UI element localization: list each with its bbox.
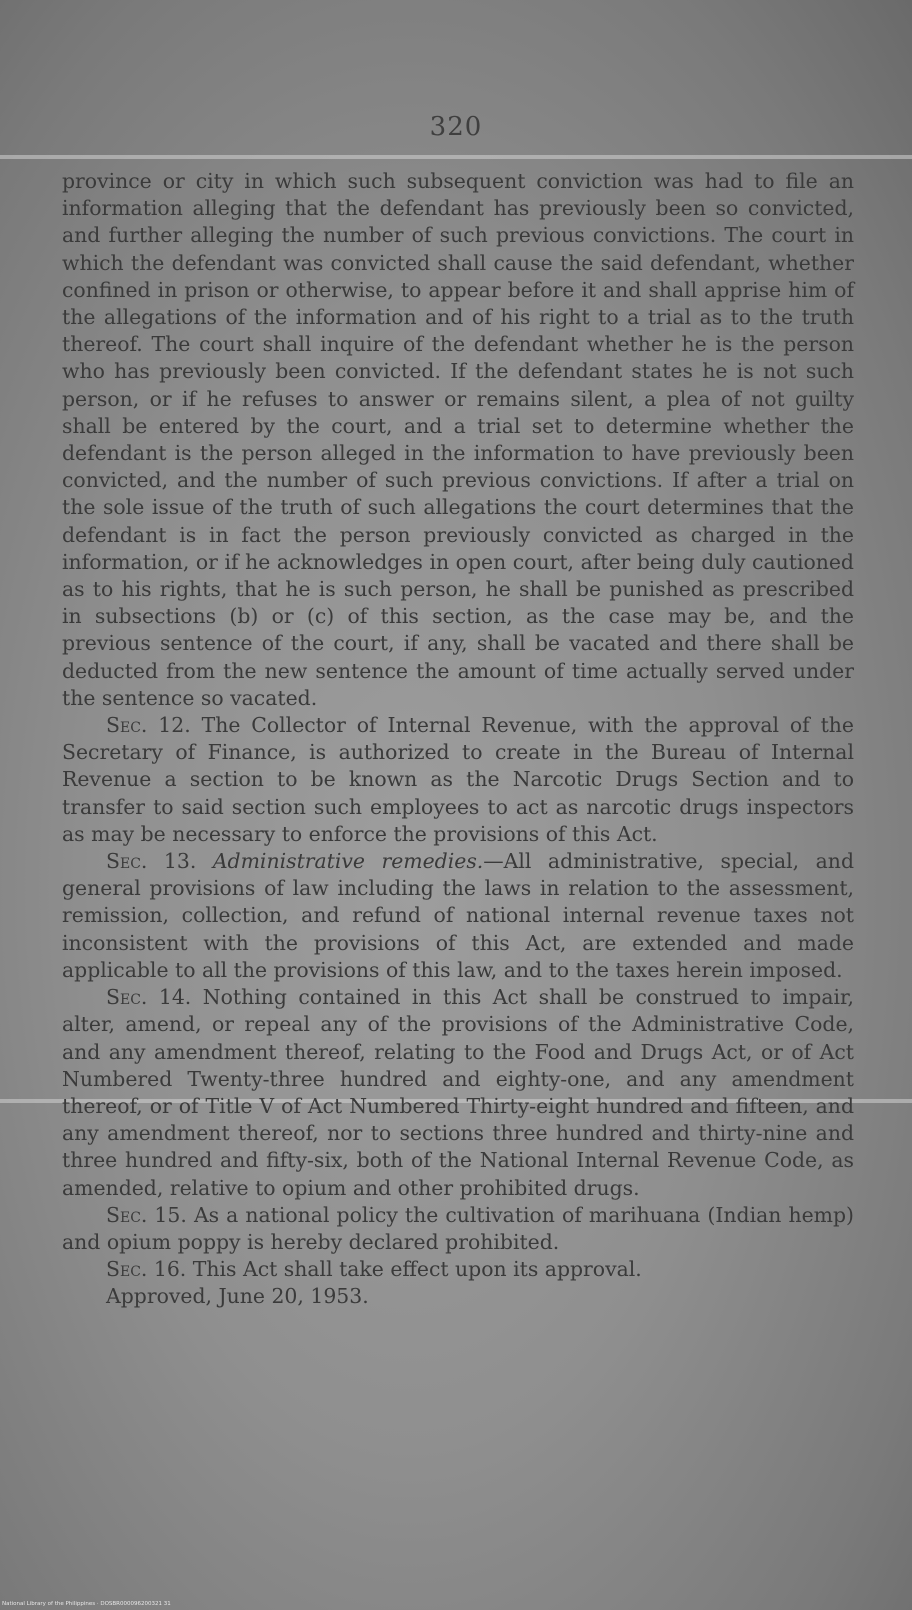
page-number: 320 <box>429 112 483 142</box>
section-15-label: Sec. 15. <box>106 1202 187 1227</box>
section-15-text: As a national policy the cultivation of marihuana (Indian hemp) and opium poppy is hereby declared prohibited. <box>62 1202 854 1254</box>
scan-artifact-band-top <box>0 155 912 159</box>
approved-line: Approved, June 20, 1953. <box>106 1284 369 1309</box>
section-16-text: This Act shall take effect upon its approval. <box>192 1257 642 1282</box>
section-13-heading: Administrative remedies. <box>212 849 484 874</box>
section-12-text: The Collector of Internal Revenue, with the approval of the Secretary of Finance, is authorized to create in the Bureau of Internal Revenue a section to be known as the Narcotic Drugs Section and to transfer to said section such employees to act as narcotic drugs inspectors as may be necessary to enforce the provisions of this Act. <box>62 713 855 846</box>
section-15 <box>62 1202 854 1256</box>
document-body <box>62 168 854 1311</box>
opening-paragraph: province or city in which such subsequent conviction was had to file an information alleging that the defendant has previously been so convicted, and further alleging the number of such previous convictions. The court in which the defendant was convicted shall cause the said defendant, whether confined in prison or otherwise, to appear before it and shall apprise him of the allegations of the information and of his right to a trial as to the truth thereof. The court shall inquire of the defendant whether he is the person who has previously been convicted. If the defendant states he is not such person, or if he refuses to answer or remains silent, a plea of not guilty shall be entered by the court, and a trial set to determine whether the defendant is the person alleged in the information to have previously been convicted, and the number of such previous convictions. If after a trial on the sole issue of the truth of such allegations the court determines that the defendant is in fact the person previously convicted as charged in the information, or if he acknowledges in open court, after being duly cautioned as to his rights, that he is such person, he shall be punished as prescribed in subsections (b) or (c) of this section, as the case may be, and the previous sentence of the court, if any, shall be vacated and there shall be deducted from the new sentence the amount of time actually served under the sentence so vacated. <box>62 169 854 710</box>
section-14 <box>62 984 854 1202</box>
section-16 <box>62 1256 854 1283</box>
section-13 <box>62 848 854 984</box>
section-13-label: Sec. 13. <box>106 849 197 874</box>
section-16-label: Sec. 16. <box>106 1257 187 1282</box>
section-12-label: Sec. 12. <box>106 713 191 738</box>
section-14-label: Sec. 14. <box>106 985 192 1010</box>
section-14-text: Nothing contained in this Act shall be construed to impair, alter, amend, or repeal any of the provisions of the Administrative Code, and any amendment thereof, relating to the Food and Drugs Act, or of Act Numbered Twenty-three hundred and eighty-one, and any amendment thereof, or of Title V of Act Numbered Thirty-eight hundred and fifteen, and any amendment thereof, nor to sections three hundred and thirty-nine and three hundred and fifty-six, both of the National Internal Revenue Code, as amended, relative to opium and other prohibited drugs. <box>62 985 854 1200</box>
footer-credit: National Library of the Philippines · DOSBR000096200321 31 <box>2 1601 171 1607</box>
section-12 <box>62 712 854 848</box>
section-13-text: —All administrative, special, and general provisions of law including the laws in relation to the assessment, remission, collection, and refund of national internal revenue taxes not inconsistent with the provisions of this Act, are extended and made applicable to all the provisions of this law, and to the taxes herein imposed. <box>62 849 854 982</box>
